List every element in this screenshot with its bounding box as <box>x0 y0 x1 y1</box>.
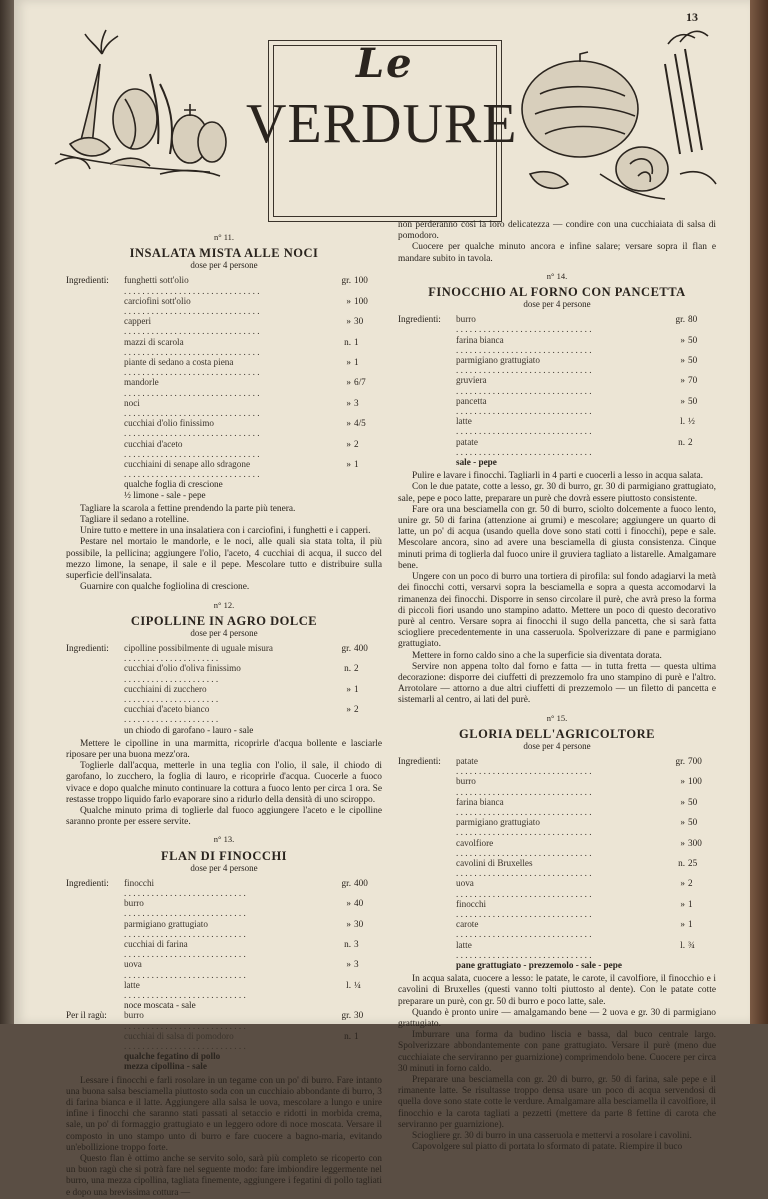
ingredient-row: Ingredienti: cipolline possibilmente di uguale misura . . . . . . . . . . . . . . . . . . . . . gr. 400 <box>66 643 382 663</box>
ingredient-name: uova <box>124 959 142 970</box>
recipe-paragraph: Imburrare una forma da budino liscia e bassa, dal buco centrale largo. Spolverizzare abbondantemente con pane grattugiato. Versare il purè (meno due cucchiaiate che serviranno per guarnizione) comprimendolo bene. Cuocere per circa 30 minuti in forno caldo. <box>398 1030 716 1074</box>
ingredient-name: cucchiai di farina <box>124 938 188 949</box>
ingredient-row <box>398 960 716 970</box>
ingredient-unit: » <box>680 375 685 386</box>
ingredient-row: mandorle . . . . . . . . . . . . . . . . . . . . . . . . . . . . . . » 6/7 <box>66 377 382 397</box>
ingredient-unit: l. <box>680 939 685 950</box>
ingredient-row <box>66 490 382 500</box>
ingredient-qty: 30 <box>354 918 364 929</box>
ingredient-row: capperi . . . . . . . . . . . . . . . . . . . . . . . . . . . . . . » 30 <box>66 316 382 336</box>
ingredient-qty: 1 <box>354 683 359 694</box>
recipe-paragraph: Lessare i finocchi e farli rosolare in un tegame con un po' di burro. Fare intanto una buona salsa besciamella piuttosto soda con un cucchiaio abbondante di burro, 3 di farina bianca e il latte. Aggiungere alla salsa le uova, mescolare a lungo e unire infine i finocchi che saranno stati passati al setaccio e ridotti in morbida crema, sale, un po' di formaggio grattugiato e un leggero odore di noce moscata. Versare il composto in uno stampo unto di burro e fare cuocere a bagno-maria, evitando un'ebollizione troppo forte. <box>66 1075 382 1153</box>
ingredient-unit: » <box>680 817 685 828</box>
ingredient-name: gruviera <box>456 375 487 386</box>
ingredient-qty: 1 <box>354 1030 359 1041</box>
recipe-servings: dose per 4 persone <box>523 299 591 310</box>
right-column <box>398 220 716 1153</box>
ingredient-name: carote <box>456 919 479 930</box>
ingredient-unit: gr. <box>341 1010 351 1021</box>
ingredient-name: latte <box>456 416 472 427</box>
ingredient-row: burro . . . . . . . . . . . . . . . . . . . . . . . . . . . » 40 <box>66 898 382 918</box>
ingredient-name: capperi <box>124 316 152 327</box>
ingredient-unit: n. <box>344 336 351 347</box>
ingredient-qty: 100 <box>354 275 368 286</box>
recipe-paragraph: Guarnire con qualche fogliolina di crescione. <box>80 582 250 593</box>
ingredient-qty: 100 <box>354 295 368 306</box>
ingredient-unit: n. <box>344 938 351 949</box>
recipe-paragraph: non perderanno così la loro delicatezza — condire con una cucchiaiata di salsa di pomodoro. <box>398 220 716 242</box>
ingredients-table <box>398 756 716 970</box>
ingredient-unit: » <box>680 334 685 345</box>
ingredients-table <box>66 275 382 499</box>
ingredient-qty: 50 <box>688 334 698 345</box>
recipe-paragraph: Tagliare il sedano a rotelline. <box>80 515 189 526</box>
ingredient-row <box>66 725 382 735</box>
ingredient-qty: 2 <box>688 878 693 889</box>
ingredient-row: carote . . . . . . . . . . . . . . . . . . . . . . . . . . . . . . » 1 <box>398 919 716 939</box>
ingredient-row: cucchiai d'aceto . . . . . . . . . . . . . . . . . . . . . . . . . . . . . . » 2 <box>66 439 382 459</box>
ingredient-unit: gr. <box>341 642 351 653</box>
ingredients-table <box>398 314 716 467</box>
ingredient-name: cucchiai d'aceto bianco <box>124 704 210 715</box>
recipe-servings: dose per 4 persone <box>190 260 258 271</box>
ingredient-qty: 700 <box>688 755 702 766</box>
ingredient-unit: » <box>346 397 351 408</box>
ingredient-qty: 4/5 <box>354 418 366 429</box>
ingredient-row: noci . . . . . . . . . . . . . . . . . . . . . . . . . . . . . . » 3 <box>66 398 382 418</box>
ingredient-name: noci <box>124 397 140 408</box>
ingredient-row: latte . . . . . . . . . . . . . . . . . . . . . . . . . . . . . . l. ½ <box>398 416 716 436</box>
page-title: VERDURE <box>246 93 518 155</box>
recipe-paragraph: Unire tutto e mettere in una insalatiera con i carciofini, i funghetti e i capperi. <box>80 526 371 537</box>
ingredient-row: carciofini sott'olio . . . . . . . . . . . . . . . . . . . . . . . . . . . . . . » 100 <box>66 296 382 316</box>
recipe-paragraph: Sciogliere gr. 30 di burro in una casseruola e mettervi a rosolare i cavolini. <box>412 1131 692 1142</box>
ingredient-row: cucchiai d'aceto bianco . . . . . . . . . . . . . . . . . . . . . » 2 <box>66 704 382 724</box>
ingredient-name: mandorle <box>124 377 159 388</box>
ingredient-row: parmigiano grattugiato . . . . . . . . . . . . . . . . . . . . . . . . . . . . . . » 50 <box>398 817 716 837</box>
ingredient-row: Ingredienti: finocchi . . . . . . . . . . . . . . . . . . . . . . . . . . . gr. 400 <box>66 878 382 898</box>
ingredient-unit: » <box>346 357 351 368</box>
ingredient-unit: l. <box>346 979 351 990</box>
ingredient-unit: » <box>680 898 685 909</box>
recipe-paragraph: In acqua salata, cuocere a lesso: le patate, le carote, il cavolfiore, il finocchio e i cavolini di Bruxelles (questi vanno tolti piuttosto al dente). Con le patate cotte preparare un purè, con gr. 50 di burro e poco latte, sale. <box>398 974 716 1007</box>
ingredient-qty: 400 <box>354 642 368 653</box>
ingredient-unit: » <box>680 837 685 848</box>
ingredient-name: burro <box>124 898 144 909</box>
ingredient-name: cucchiai d'olio finissimo <box>124 418 214 429</box>
ingredient-qty: 3 <box>354 938 359 949</box>
ingredient-name: cucchiaini di senape allo sdragone <box>124 459 251 470</box>
ingredient-row: burro . . . . . . . . . . . . . . . . . . . . . . . . . . . . . . » 100 <box>398 776 716 796</box>
table-surface <box>750 0 768 1024</box>
ingredient-name: mezza cipollina - sale <box>124 1061 207 1072</box>
ingredient-qty: 1 <box>354 336 359 347</box>
ingredient-name: cucchiai d'aceto <box>124 438 183 449</box>
ingredient-unit: » <box>680 395 685 406</box>
recipe-paragraph: Mettere le cipolline in una marmitta, ricoprirle d'acqua bollente e lasciarle riposare per una buona mezz'ora. <box>66 738 382 760</box>
recipe-paragraph: Pestare nel mortaio le mandorle, e le noci, alle quali sia stata tolta, il più possibile, la pellicina; aggiungere l'olio, l'aceto, 4 cucchiai di acqua, il succo del mezzo limone, la senape, il sale e il pepe. Mescolare tutto e distribuire sulla superficie dell'insalata. <box>66 537 382 582</box>
ingredient-name: sale - pepe <box>456 457 497 468</box>
ingredient-qty: 300 <box>688 837 702 848</box>
ingredient-name: finocchi <box>124 877 155 888</box>
ingredient-unit: » <box>680 355 685 366</box>
recipe-11 <box>66 232 382 594</box>
ingredients-label: Ingredienti: <box>66 877 109 888</box>
ingredients-label: Ingredienti: <box>398 755 441 766</box>
ingredient-name: finocchi <box>456 898 487 909</box>
ingredient-qty: 3 <box>354 959 359 970</box>
ingredient-row: cucchiaini di zucchero . . . . . . . . . . . . . . . . . . . . . » 1 <box>66 684 382 704</box>
ingredient-row <box>66 1000 382 1010</box>
recipe-servings: dose per 4 persone <box>190 627 258 638</box>
ingredient-qty: 2 <box>354 704 359 715</box>
recipe-paragraph: Mettere in forno caldo sino a che la superficie sia diventata dorata. <box>412 650 662 661</box>
ingredient-name: latte <box>124 979 140 990</box>
ingredient-qty: 1 <box>354 357 359 368</box>
ingredient-unit: n. <box>344 1030 351 1041</box>
ingredient-name: burro <box>124 1010 144 1021</box>
ingredient-name: cucchiai d'olio d'oliva finissimo <box>124 663 241 674</box>
ingredient-unit: n. <box>344 663 351 674</box>
ingredient-unit: » <box>346 459 351 470</box>
recipe-14 <box>398 271 716 707</box>
ingredient-unit: gr. <box>675 314 685 325</box>
recipe-title: INSALATA MISTA ALLE NOCI <box>129 246 319 261</box>
ingredient-row <box>66 1051 382 1061</box>
ingredient-row: cavolini di Bruxelles . . . . . . . . . . . . . . . . . . . . . . . . . . . . . . n. 25 <box>398 858 716 878</box>
ingredient-qty: 50 <box>688 796 698 807</box>
recipe-paragraph: Ungere con un poco di burro una tortiera di pirofila: sul fondo adagiarvi la metà dei finocchi cotti, versarvi sopra la besciamella e sopra a questa accomodarvi la rimanenza dei finocchi. Disporre in senso circolare il purè, che avrà preso la forma di piccoli fiori usando uno stampino adatto. Mettere un poco di questo decorativo purè al centro. Versare sopra ai finocchi il sugo della pancetta, che si sarà fatta sciogliere precedentemente in una casseruola. Spolverizzare di pane e parmigiano grattugiato. <box>398 572 716 650</box>
ingredient-row: Ingredienti: patate . . . . . . . . . . . . . . . . . . . . . . . . . . . . . . gr. 700 <box>398 756 716 776</box>
ingredient-row: uova . . . . . . . . . . . . . . . . . . . . . . . . . . . . . . » 2 <box>398 878 716 898</box>
ingredient-qty: 30 <box>354 1010 364 1021</box>
recipe-paragraph: Toglierle dall'acqua, metterle in una teglia con l'olio, il sale, il chiodo di garofano, lo zucchero, la foglia di lauro, e ricoprirle d'acqua. Cuocerle a fuoco vivace e dopo qualche minuto continuare la cottura a fuoco lento per circa 1 ora. Se restasse troppo liquido farlo evaporare sino a ridurlo della densità di uno sciroppo. <box>66 761 382 805</box>
ragu-label: Per il ragù: <box>66 1010 107 1021</box>
recipe-servings: dose per 4 persone <box>190 862 258 873</box>
recipe-paragraph: Tagliare la scarola a fettine prendendo la parte più tenera. <box>80 503 296 514</box>
ingredients-label: Ingredienti: <box>66 642 109 653</box>
ingredient-qty: 50 <box>688 817 698 828</box>
ingredient-name: farina bianca <box>456 796 504 807</box>
ingredient-unit: » <box>680 776 685 787</box>
ingredient-row <box>66 479 382 489</box>
ingredient-qty: 30 <box>354 316 364 327</box>
ingredient-qty: 100 <box>688 776 702 787</box>
recipe-title: CIPOLLINE IN AGRO DOLCE <box>130 613 318 628</box>
ingredient-name: cucchiai di salsa di pomodoro <box>124 1030 234 1041</box>
recipe-number: n° 12. <box>213 599 235 610</box>
ingredient-row: parmigiano grattugiato . . . . . . . . . . . . . . . . . . . . . . . . . . . . . . » 50 <box>398 355 716 375</box>
recipe-number: n° 15. <box>546 712 568 723</box>
ingredient-name: mazzi di scarola <box>124 336 184 347</box>
recipe-paragraph: Preparare una besciamella con gr. 20 di burro, gr. 50 di farina, sale pepe e il rimanente latte. Se risultasse troppo densa usare un poco di acqua servendosi di quella dove sono state cotte le verdure. Amalgamare alla besciamella il cavolfiore, il finocchio e la carota tagliati a pezzetti (mettere da parte 8 fettine di carota che serviranno per guarnizione). <box>398 1075 716 1130</box>
recipe-paragraph: Qualche minuto prima di toglierle dal fuoco aggiungere l'aceto e le cipolline saranno pronte per essere servite. <box>66 805 382 828</box>
ingredient-row: cavolfiore . . . . . . . . . . . . . . . . . . . . . . . . . . . . . . » 300 <box>398 838 716 858</box>
ingredient-name: cavolini di Bruxelles <box>456 857 533 868</box>
ingredient-name: farina bianca <box>456 334 504 345</box>
ingredient-row: patate . . . . . . . . . . . . . . . . . . . . . . . . . . . . . . n. 2 <box>398 437 716 457</box>
ingredient-unit: » <box>346 898 351 909</box>
recipe-13 <box>66 834 382 1199</box>
ingredient-row: piante di sedano a costa piena . . . . . . . . . . . . . . . . . . . . . . . . . . . . . . » 1 <box>66 357 382 377</box>
ingredient-row: gruviera . . . . . . . . . . . . . . . . . . . . . . . . . . . . . . » 70 <box>398 375 716 395</box>
ingredient-row: cucchiai di farina . . . . . . . . . . . . . . . . . . . . . . . . . . . n. 3 <box>66 939 382 959</box>
ingredient-row: cucchiai d'olio finissimo . . . . . . . . . . . . . . . . . . . . . . . . . . . . . . » 4/5 <box>66 418 382 438</box>
ingredient-row <box>66 1061 382 1071</box>
ingredient-row: farina bianca . . . . . . . . . . . . . . . . . . . . . . . . . . . . . . » 50 <box>398 797 716 817</box>
ingredient-unit: n. <box>678 857 685 868</box>
ingredient-unit: » <box>346 295 351 306</box>
recipe-12 <box>66 600 382 829</box>
recipe-paragraph: Pulire e lavare i finocchi. Tagliarli in 4 parti e cuocerli a lesso in acqua salata. <box>412 471 703 482</box>
ingredient-row: cucchiaini di senape allo sdragone . . . . . . . . . . . . . . . . . . . . . . . . . . . . . . » 1 <box>66 459 382 479</box>
ingredient-qty: 2 <box>354 663 359 674</box>
ingredient-row: latte . . . . . . . . . . . . . . . . . . . . . . . . . . . l. ¼ <box>66 980 382 1000</box>
ingredient-name: patate <box>456 436 478 447</box>
ingredients-table <box>66 878 382 1072</box>
ingredient-unit: l. <box>680 416 685 427</box>
ingredient-qty: 80 <box>688 314 698 325</box>
ingredient-name: parmigiano grattugiato <box>456 817 540 828</box>
ingredient-unit: » <box>346 316 351 327</box>
recipe-number: n° 11. <box>213 232 235 242</box>
ingredient-unit: gr. <box>675 755 685 766</box>
ingredients-table <box>66 643 382 735</box>
ingredient-row: farina bianca . . . . . . . . . . . . . . . . . . . . . . . . . . . . . . » 50 <box>398 335 716 355</box>
recipe-paragraph: Quando è pronto unire — amalgamando bene — 2 uova e gr. 30 di parmigiano grattugiato. <box>398 1007 716 1030</box>
ingredient-unit: gr. <box>341 877 351 888</box>
ingredient-qty: 6/7 <box>354 377 366 388</box>
ingredient-name: burro <box>456 776 476 787</box>
ingredient-unit: » <box>680 796 685 807</box>
ingredient-qty: 50 <box>688 395 698 406</box>
ingredient-qty: 3 <box>354 397 359 408</box>
ingredient-name: uova <box>456 878 474 889</box>
page-number: 13 <box>686 10 698 24</box>
ingredient-qty: 1 <box>354 459 359 470</box>
left-column <box>66 226 382 1199</box>
recipe-paragraph: Con le due patate, cotte a lesso, gr. 30 di burro, gr. 30 di parmigiano grattugiato, sale, pepe e poco latte, preparare un purè che dovrà essere piuttosto consistente. <box>398 482 716 504</box>
ingredient-unit: » <box>680 919 685 930</box>
ingredient-row: cucchiai d'olio d'oliva finissimo . . . . . . . . . . . . . . . . . . . . . n. 2 <box>66 663 382 683</box>
ingredient-unit: » <box>346 959 351 970</box>
ingredient-qty: ¾ <box>688 939 695 950</box>
ingredient-unit: » <box>680 878 685 889</box>
ingredient-name: cucchiaini di zucchero <box>124 683 207 694</box>
ingredient-qty: 70 <box>688 375 698 386</box>
recipe-15 <box>398 713 716 1154</box>
ingredient-unit: » <box>346 438 351 449</box>
ingredient-qty: 2 <box>354 438 359 449</box>
ingredient-unit: » <box>346 683 351 694</box>
ingredient-row: cucchiai di salsa di pomodoro . . . . . . . . . . . . . . . . . . . . . . . . . . . n. 1 <box>66 1031 382 1051</box>
ingredient-name: un chiodo di garofano - lauro - sale <box>124 724 254 735</box>
ingredient-unit: gr. <box>341 275 351 286</box>
ingredient-qty: 400 <box>354 877 368 888</box>
recipe-servings: dose per 4 persone <box>523 740 591 751</box>
ingredient-name: cipolline possibilmente di uguale misura <box>124 642 274 653</box>
recipe-paragraph: Servire non appena tolto dal forno e fatta — in tutta fretta — questa ultima decorazione: disporre dei ciuffetti di prezzemolo fra uno stampino di purè e l'altro. Arrotolare — attorno a due altri ciuffetti di prezzemolo — un filetto di pancetta e sistemarli al centro, ai lati del purè. <box>398 661 716 706</box>
ingredient-row: mazzi di scarola . . . . . . . . . . . . . . . . . . . . . . . . . . . . . . n. 1 <box>66 337 382 357</box>
recipe-paragraph: Fare ora una besciamella con gr. 50 di burro, sciolto dolcemente a fuoco lento, unire gr. 50 di farina (attenzione ai grumi) e mescolare; aggiungere un quarto di latte, un po' di acqua (usando quella dove sono stati cotti i finocchi), pepe e sale. Mescolare ancora, sino ad avere una besciamella di giusta consistenza. Cinque minuti prima di toglierla dal fuoco unire il gruviera tagliato a listarelle. Amalgamare bene. <box>398 504 716 571</box>
ingredient-qty: 40 <box>354 898 364 909</box>
title-small: Le <box>356 40 414 87</box>
ingredient-name: carciofini sott'olio <box>124 295 191 306</box>
recipe-paragraph: Cuocere per qualche minuto ancora e infine salare; versare sopra il flan e mandare subito in tavola. <box>398 242 716 264</box>
ingredient-qty: 25 <box>688 857 698 868</box>
ingredient-name: qualche fegatino di pollo <box>124 1051 221 1062</box>
ingredient-row: pancetta . . . . . . . . . . . . . . . . . . . . . . . . . . . . . . » 50 <box>398 396 716 416</box>
ingredient-qty: 1 <box>688 898 693 909</box>
recipe-title: FLAN DI FINOCCHI <box>160 848 288 863</box>
ingredient-qty: ½ <box>688 416 695 427</box>
recipe-title: GLORIA DELL'AGRICOLTORE <box>459 726 655 741</box>
ingredient-name: pancetta <box>456 395 487 406</box>
ingredient-row: latte . . . . . . . . . . . . . . . . . . . . . . . . . . . . . . l. ¾ <box>398 940 716 960</box>
ingredient-qty: 2 <box>688 436 693 447</box>
ingredient-name: pane grattugiato - prezzemolo - sale - pepe <box>456 960 622 970</box>
ingredient-row: Ingredienti: burro . . . . . . . . . . . . . . . . . . . . . . . . . . . . . . gr. 80 <box>398 314 716 334</box>
ingredient-row: finocchi . . . . . . . . . . . . . . . . . . . . . . . . . . . . . . » 1 <box>398 899 716 919</box>
ingredient-row: uova . . . . . . . . . . . . . . . . . . . . . . . . . . . » 3 <box>66 959 382 979</box>
ingredient-name: patate <box>456 755 478 766</box>
recipe-paragraph: Capovolgere sul piatto di portata lo sformato di patate. Riempire il buco <box>412 1142 683 1153</box>
ingredient-name: piante di sedano a costa piena <box>124 357 234 368</box>
ingredient-unit: » <box>346 704 351 715</box>
ingredient-qty: 1 <box>688 919 693 930</box>
ingredient-qty: ¼ <box>354 979 361 990</box>
ingredient-unit: » <box>346 918 351 929</box>
recipe-paragraph: Questo flan è ottimo anche se servito solo, sarà più completo se ricoperto con un buon ragù che si potrà fare nel seguente modo: fare imbiondire leggermente nel burro, una mezza cipollina, tagliata finemente, aggiungere i fegatini di pollo tagliati e dopo una brevissima cottura — <box>66 1154 382 1198</box>
ingredient-name: cavolfiore <box>456 837 494 848</box>
ingredient-qty: 50 <box>688 355 698 366</box>
ingredient-name: latte <box>456 939 472 950</box>
ingredient-unit: » <box>346 377 351 388</box>
ingredient-name: burro <box>456 314 476 325</box>
ingredient-name: parmigiano grattugiato <box>456 355 540 366</box>
ingredient-name: funghetti sott'olio <box>124 275 189 286</box>
ingredient-row <box>398 457 716 467</box>
ingredient-row: Ingredienti: funghetti sott'olio . . . . . . . . . . . . . . . . . . . . . . . . . . . . . . gr. 100 <box>66 275 382 295</box>
ingredient-unit: n. <box>678 436 685 447</box>
ingredient-row: Per il ragù: burro . . . . . . . . . . . . . . . . . . . . . . . . . . . gr. 30 <box>66 1010 382 1030</box>
ingredient-name: ½ limone - sale - pepe <box>124 489 206 500</box>
recipe-number: n° 14. <box>546 270 568 281</box>
ingredient-unit: » <box>346 418 351 429</box>
ingredients-label: Ingredienti: <box>66 275 109 286</box>
ingredient-row: parmigiano grattugiato . . . . . . . . . . . . . . . . . . . . . . . . . . . » 30 <box>66 919 382 939</box>
ingredient-name: noce moscata - sale <box>124 1000 196 1011</box>
ingredient-name: qualche foglia di crescione <box>124 479 223 490</box>
ingredient-name: parmigiano grattugiato <box>124 918 208 929</box>
recipe-title: FINOCCHIO AL FORNO CON PANCETTA <box>428 285 686 300</box>
binding-shadow <box>0 0 14 1024</box>
ingredients-label: Ingredienti: <box>398 314 441 325</box>
recipe-number: n° 13. <box>213 834 235 845</box>
